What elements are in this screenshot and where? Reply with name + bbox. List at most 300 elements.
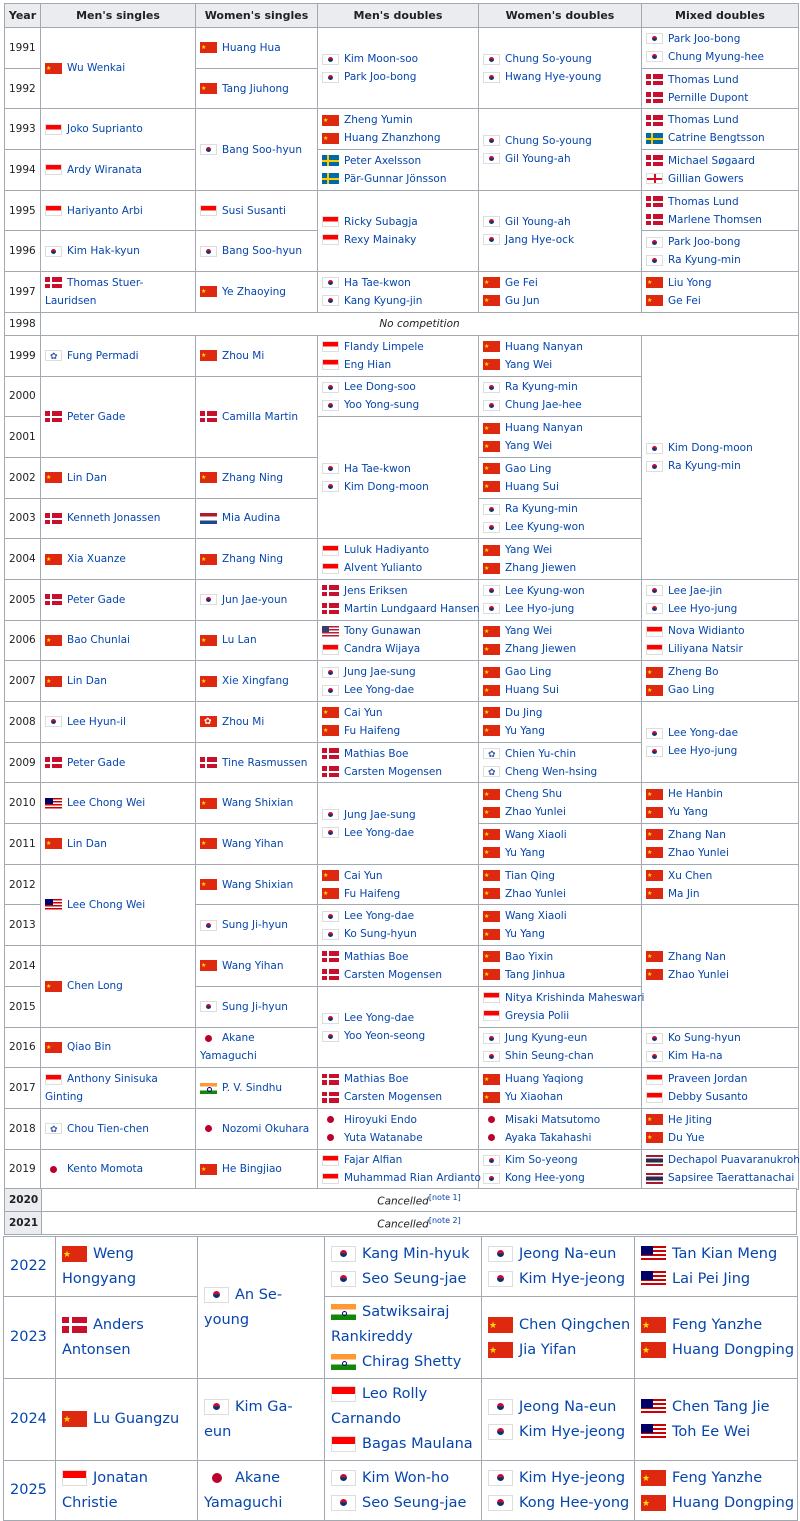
- player-link[interactable]: Ra Kyung-min: [505, 381, 578, 394]
- player-link[interactable]: Fung Permadi: [67, 349, 139, 362]
- player-link[interactable]: Bang Soo-hyun: [222, 143, 302, 156]
- player-link[interactable]: Hiroyuki Endo: [344, 1113, 417, 1126]
- player-link[interactable]: Yoo Yeon-seong: [344, 1030, 426, 1042]
- player-link[interactable]: Fu Haifeng: [344, 887, 401, 900]
- womens-singles-cell: [196, 864, 318, 905]
- player-link[interactable]: Zheng Yumin: [344, 114, 413, 127]
- player-link[interactable]: Zhao Yunlei: [668, 846, 729, 859]
- player-link[interactable]: Yu Yang: [505, 724, 545, 737]
- player-link[interactable]: Zhang Nan: [668, 828, 726, 841]
- player-link[interactable]: Praveen Jordan: [668, 1073, 748, 1086]
- mixed-doubles-cell: [642, 1108, 799, 1149]
- player-link[interactable]: Park Joo-bong: [344, 71, 417, 84]
- player-link[interactable]: Peter Gade: [67, 756, 126, 769]
- player-link[interactable]: Chung Jae-hee: [505, 399, 582, 412]
- player-link[interactable]: Lin Dan: [67, 675, 107, 688]
- mens-singles-cell: [41, 498, 196, 539]
- womens-doubles-cell: [479, 539, 642, 580]
- player-link[interactable]: Lin Dan: [67, 837, 107, 850]
- player-link[interactable]: Gao Ling: [505, 666, 552, 679]
- player-link[interactable]: Jeong Na-eun: [519, 1398, 617, 1415]
- flag-denmark-icon: [45, 411, 62, 422]
- mens-singles-cell: [41, 946, 196, 1027]
- player-link[interactable]: Yu Yang: [505, 928, 545, 941]
- player-link[interactable]: Kim So-yeong: [505, 1154, 578, 1167]
- player-link[interactable]: Lee Kyung-won: [505, 521, 585, 534]
- player-link[interactable]: Debby Susanto: [668, 1091, 748, 1104]
- flag-chinese-taipei-icon: [45, 350, 62, 361]
- player-link[interactable]: Yu Yang: [668, 806, 708, 819]
- year-cell: 1999: [5, 335, 41, 376]
- player-link[interactable]: Liu Yong: [668, 276, 712, 289]
- player-link[interactable]: Cai Yun: [344, 706, 383, 719]
- player-link[interactable]: Greysia Polii: [505, 1009, 570, 1022]
- player-link[interactable]: Jung Kyung-eun: [505, 1032, 588, 1045]
- flag-malaysia-icon: [45, 899, 62, 910]
- player-link[interactable]: Ha Tae-kwon: [344, 462, 411, 475]
- mens-doubles-cell: [318, 702, 479, 743]
- flag-china-icon: [483, 295, 500, 306]
- player-link[interactable]: Nova Widianto: [668, 625, 745, 638]
- player-link[interactable]: Cheng Wen-hsing: [505, 765, 598, 778]
- player-link[interactable]: Anthony Sinisuka Ginting: [45, 1073, 158, 1104]
- player-link[interactable]: Martin Lundgaard Hansen: [344, 602, 480, 615]
- player-link[interactable]: Tine Rasmussen: [222, 756, 308, 769]
- flag-indonesia-icon: [322, 234, 339, 245]
- flag-korea-icon: [646, 585, 663, 596]
- player-link[interactable]: Chien Yu-chin: [505, 747, 577, 760]
- player-link[interactable]: Lee Hyo-jung: [505, 602, 575, 615]
- player-link[interactable]: He Jiting: [668, 1113, 713, 1126]
- flag-indonesia-icon: [646, 1092, 663, 1103]
- player-link[interactable]: Misaki Matsutomo: [505, 1113, 601, 1126]
- player-link[interactable]: Yang Wei: [505, 544, 553, 557]
- player-link[interactable]: Pernille Dupont: [668, 91, 749, 104]
- player-link[interactable]: Ricky Subagja: [344, 215, 418, 228]
- player-link[interactable]: Bagas Maulana: [362, 1436, 473, 1452]
- player-link[interactable]: Lee Yong-dae: [344, 826, 415, 839]
- player-link[interactable]: Lee Yong-dae: [344, 910, 415, 923]
- player-link[interactable]: Wang Yihan: [222, 959, 284, 972]
- player-link[interactable]: Ra Kyung-min: [668, 460, 741, 473]
- player-link[interactable]: Zhang Jiewen: [505, 562, 577, 575]
- mens-singles-cell: [41, 190, 196, 231]
- player-link[interactable]: Tang Jiuhong: [222, 82, 289, 95]
- flag-indonesia-icon: [322, 563, 339, 574]
- player-link[interactable]: Weng Hongyang: [62, 1245, 137, 1287]
- player-link[interactable]: Yu Xiaohan: [505, 1091, 563, 1104]
- player-link[interactable]: Joko Suprianto: [67, 123, 143, 136]
- player-link[interactable]: Wu Wenkai: [67, 62, 126, 75]
- player-link[interactable]: Seo Seung-jae: [362, 1494, 467, 1511]
- flag-korea-icon: [322, 809, 339, 820]
- player-link[interactable]: Ko Sung-hyun: [668, 1032, 741, 1045]
- player-link[interactable]: Lu Lan: [222, 634, 257, 647]
- flag-indonesia-icon: [331, 1436, 356, 1452]
- player-link[interactable]: Jun Jae-youn: [222, 593, 288, 606]
- player-link[interactable]: Carsten Mogensen: [344, 968, 442, 981]
- player-link[interactable]: Zhang Ning: [222, 471, 284, 484]
- flag-korea-icon: [483, 72, 500, 83]
- player-link[interactable]: Rexy Mainaky: [344, 233, 417, 246]
- player-link[interactable]: Chou Tien-chen: [67, 1122, 149, 1135]
- player-link[interactable]: Leo Rolly Carnando: [331, 1386, 428, 1427]
- player-link[interactable]: Nozomi Okuhara: [222, 1122, 310, 1135]
- womens-doubles-cell: [479, 905, 642, 946]
- player-link[interactable]: Xia Xuanze: [67, 553, 126, 566]
- player-link[interactable]: Lee Kyung-won: [505, 584, 585, 597]
- player-link[interactable]: Yuta Watanabe: [344, 1131, 423, 1144]
- player-link[interactable]: Kim Hye-jeong: [519, 1469, 626, 1486]
- player-link[interactable]: Wang Xiaoli: [505, 910, 567, 923]
- flag-korea-icon: [322, 1013, 339, 1024]
- flag-denmark-icon: [322, 1074, 339, 1085]
- player-link[interactable]: Feng Yanzhe: [672, 1469, 763, 1486]
- player-link[interactable]: Wang Yihan: [222, 837, 284, 850]
- player-link[interactable]: Lee Jae-jin: [668, 584, 723, 597]
- player-link[interactable]: Gil Young-ah: [505, 152, 571, 165]
- player-link[interactable]: Qiao Bin: [67, 1041, 112, 1054]
- flag-korea-icon: [200, 594, 217, 605]
- mens-singles-cell: [41, 231, 196, 272]
- player-link[interactable]: Pär-Gunnar Jönsson: [344, 172, 447, 185]
- player-link[interactable]: Lee Yong-dae: [344, 1012, 415, 1024]
- player-link[interactable]: Alvent Yulianto: [344, 562, 423, 575]
- flag-korea-icon: [483, 54, 500, 65]
- player-link[interactable]: Shin Seung-chan: [505, 1050, 594, 1063]
- player-link[interactable]: Toh Ee Wei: [672, 1423, 751, 1440]
- flag-indonesia-icon: [646, 626, 663, 637]
- player-link[interactable]: Ha Tae-kwon: [344, 276, 411, 289]
- mixed-doubles-cell: [635, 1297, 798, 1379]
- flag-korea-icon: [646, 603, 663, 614]
- player-link[interactable]: Huang Sui: [505, 480, 559, 493]
- flag-china-icon: [646, 807, 663, 818]
- player-link[interactable]: Lee Yong-dae: [344, 684, 415, 697]
- flag-china-icon: [646, 295, 663, 306]
- player-link[interactable]: Yoo Yong-sung: [344, 399, 420, 412]
- player-link[interactable]: Feng Yanzhe: [672, 1316, 763, 1333]
- player-link[interactable]: Chen Long: [67, 980, 123, 993]
- flag-thailand-icon: [646, 1155, 663, 1166]
- flag-korea-icon: [483, 400, 500, 411]
- player-link[interactable]: Lee Hyun-il: [67, 715, 126, 728]
- mens-singles-cell: [41, 272, 196, 313]
- player-link[interactable]: Akane Yamaguchi: [200, 1032, 257, 1063]
- player-link[interactable]: Huang Yaqiong: [505, 1073, 584, 1086]
- player-link[interactable]: Ge Fei: [668, 294, 701, 307]
- player-link[interactable]: Lai Pei Jing: [672, 1270, 751, 1287]
- mixed-doubles-cell: [642, 190, 799, 231]
- player-link[interactable]: Kang Kyung-jin: [344, 294, 423, 307]
- player-link[interactable]: Huang Nanyan: [505, 340, 583, 353]
- player-link[interactable]: Gao Ling: [505, 462, 552, 475]
- player-link[interactable]: Marlene Thomsen: [668, 213, 762, 226]
- player-link[interactable]: Cai Yun: [344, 869, 383, 882]
- player-link[interactable]: Ge Fei: [505, 276, 538, 289]
- flag-china-icon: [483, 359, 500, 370]
- note-link[interactable]: [note 1]: [428, 1192, 461, 1202]
- womens-singles-cell: [196, 783, 318, 824]
- player-link[interactable]: Thomas Lund: [668, 114, 739, 127]
- player-link[interactable]: Muhammad Rian Ardianto: [344, 1172, 481, 1185]
- flag-hong-kong-icon: [200, 716, 217, 727]
- player-link[interactable]: Zhang Nan: [668, 950, 726, 963]
- flag-china-icon: [483, 911, 500, 922]
- player-link[interactable]: Akane Yamaguchi: [204, 1469, 283, 1511]
- player-link[interactable]: Mia Audina: [222, 512, 281, 525]
- player-link[interactable]: Kim Dong-moon: [668, 442, 753, 455]
- player-link[interactable]: Chung So-young: [505, 134, 592, 147]
- player-link[interactable]: Tang Jinhua: [505, 968, 566, 981]
- year-cell: 2021: [5, 1212, 42, 1235]
- player-link[interactable]: Gil Young-ah: [505, 215, 571, 228]
- player-link[interactable]: Yang Wei: [505, 358, 553, 371]
- player-link[interactable]: Gao Ling: [668, 684, 715, 697]
- flag-indonesia-icon: [483, 992, 500, 1003]
- flag-usa-icon: [322, 626, 339, 637]
- player-link[interactable]: Jang Hye-ock: [505, 233, 575, 246]
- player-link[interactable]: Chung So-young: [505, 53, 592, 66]
- player-link[interactable]: Hariyanto Arbi: [67, 204, 143, 217]
- womens-singles-cell: [196, 1027, 318, 1068]
- player-link[interactable]: Chen Qingchen: [519, 1316, 631, 1333]
- player-link[interactable]: Ardy Wiranata: [67, 163, 142, 176]
- mens-singles-cell: [41, 702, 196, 743]
- player-link[interactable]: He Bingjiao: [222, 1163, 282, 1176]
- player-link[interactable]: Bao Chunlai: [67, 634, 130, 647]
- player-link[interactable]: Zhang Ning: [222, 553, 284, 566]
- player-link[interactable]: Kang Min-hyuk: [362, 1245, 470, 1262]
- player-link[interactable]: Kim Ha-na: [668, 1050, 723, 1063]
- player-link[interactable]: Zhou Mi: [222, 715, 265, 728]
- player-link[interactable]: Yang Wei: [505, 440, 553, 453]
- player-link[interactable]: Chirag Shetty: [362, 1354, 462, 1370]
- player-link[interactable]: Liliyana Natsir: [668, 643, 743, 656]
- flag-korea-icon: [483, 522, 500, 533]
- player-link[interactable]: Huang Zhanzhong: [344, 132, 441, 145]
- player-link[interactable]: Lee Chong Wei: [67, 898, 146, 911]
- player-link[interactable]: Flandy Limpele: [344, 340, 424, 353]
- player-link[interactable]: Carsten Mogensen: [344, 1091, 442, 1104]
- recent-champions-table: [3, 1236, 798, 1521]
- player-link[interactable]: P. V. Sindhu: [222, 1082, 283, 1095]
- player-link[interactable]: Gillian Gowers: [668, 172, 744, 185]
- player-link[interactable]: Xu Chen: [668, 869, 713, 882]
- womens-singles-cell: [196, 376, 318, 457]
- player-link[interactable]: Kim Hye-jeong: [519, 1270, 626, 1287]
- player-link[interactable]: Yang Wei: [505, 625, 553, 638]
- player-link[interactable]: Chen Tang Jie: [672, 1398, 770, 1415]
- note-link[interactable]: [note 2]: [428, 1215, 461, 1225]
- player-link[interactable]: Mathias Boe: [344, 950, 409, 963]
- player-link[interactable]: Kim Hak-kyun: [67, 245, 140, 258]
- player-link[interactable]: Michael Søgaard: [668, 154, 755, 167]
- player-link[interactable]: Anders Antonsen: [62, 1316, 144, 1358]
- flag-china-icon: [646, 277, 663, 288]
- player-link[interactable]: Peter Gade: [67, 593, 126, 606]
- flag-korea-icon: [483, 1051, 500, 1062]
- player-link[interactable]: An Se-young: [204, 1286, 283, 1328]
- flag-korea-icon: [322, 400, 339, 411]
- player-link[interactable]: Bao Yixin: [505, 950, 554, 963]
- year-cell: 2008: [5, 702, 41, 743]
- player-link[interactable]: Jung Jae-sung: [344, 808, 416, 821]
- flag-china-icon: [483, 626, 500, 637]
- player-link[interactable]: Park Joo-bong: [668, 32, 741, 45]
- player-link[interactable]: Satwiksairaj Rankireddy: [331, 1304, 450, 1345]
- player-link[interactable]: Huang Dongping: [672, 1494, 795, 1511]
- player-link[interactable]: Wang Shixian: [222, 797, 294, 810]
- flag-china-icon: [646, 829, 663, 840]
- player-link[interactable]: Du Yue: [668, 1131, 705, 1144]
- womens-doubles-cell: [479, 864, 642, 905]
- player-link[interactable]: Ra Kyung-min: [505, 503, 578, 516]
- player-link[interactable]: Wang Shixian: [222, 878, 294, 891]
- player-link[interactable]: Camilla Martin: [222, 410, 299, 423]
- player-link[interactable]: Park Joo-bong: [668, 236, 741, 249]
- player-link[interactable]: Jonatan Christie: [62, 1469, 148, 1511]
- player-link[interactable]: Eng Hian: [344, 358, 392, 371]
- player-link[interactable]: Huang Dongping: [672, 1341, 795, 1358]
- player-link[interactable]: Kong Hee-yong: [519, 1494, 630, 1511]
- player-link[interactable]: Gu Jun: [505, 294, 540, 307]
- player-link[interactable]: Kim Moon-soo: [344, 53, 419, 66]
- player-link[interactable]: Cheng Shu: [505, 788, 563, 801]
- womens-singles-cell: [196, 905, 318, 946]
- player-link[interactable]: Nitya Krishinda Maheswari: [505, 991, 645, 1004]
- player-link[interactable]: Chung Myung-hee: [668, 50, 764, 63]
- flag-china-icon: [646, 870, 663, 881]
- player-link[interactable]: Ra Kyung-min: [668, 254, 741, 267]
- player-link[interactable]: Ye Zhaoying: [222, 285, 286, 298]
- player-link[interactable]: Kim Hye-jeong: [519, 1423, 626, 1440]
- player-link[interactable]: Xie Xingfang: [222, 675, 289, 688]
- player-link[interactable]: Lu Guangzu: [93, 1411, 180, 1427]
- player-link[interactable]: Kento Momota: [67, 1163, 144, 1176]
- player-link[interactable]: Huang Hua: [222, 41, 281, 54]
- year-cell: 2020: [5, 1189, 42, 1212]
- player-link[interactable]: Kim Won-ho: [362, 1469, 450, 1486]
- flag-malaysia-icon: [641, 1271, 666, 1287]
- player-link[interactable]: Sung Ji-hyun: [222, 919, 288, 932]
- year-cell: 2022: [4, 1237, 56, 1297]
- player-link[interactable]: Zhao Yunlei: [668, 968, 729, 981]
- player-link[interactable]: He Hanbin: [668, 788, 723, 801]
- player-link[interactable]: Peter Axelsson: [344, 154, 422, 167]
- player-link[interactable]: Thomas Lund: [668, 73, 739, 86]
- player-link[interactable]: Zhou Mi: [222, 349, 265, 362]
- womens-singles-cell: [196, 742, 318, 783]
- player-link[interactable]: Kim Dong-moon: [344, 480, 429, 493]
- flag-china-icon: [483, 725, 500, 736]
- flag-korea-icon: [488, 1424, 513, 1440]
- player-link[interactable]: Sung Ji-hyun: [222, 1000, 288, 1013]
- flag-korea-icon: [331, 1246, 356, 1262]
- player-link[interactable]: Kenneth Jonassen: [67, 512, 161, 525]
- player-link[interactable]: Huang Nanyan: [505, 422, 583, 435]
- player-link[interactable]: Lee Yong-dae: [668, 727, 739, 740]
- flag-korea-icon: [322, 72, 339, 83]
- player-link[interactable]: Ko Sung-hyun: [344, 928, 417, 941]
- player-link[interactable]: Wang Xiaoli: [505, 828, 567, 841]
- flag-japan-icon: [200, 1033, 217, 1044]
- mens-doubles-cell: [325, 1461, 482, 1521]
- player-link[interactable]: Jung Jae-sung: [344, 666, 416, 679]
- year-cell: 2009: [5, 742, 41, 783]
- player-link[interactable]: Fu Haifeng: [344, 724, 401, 737]
- player-link[interactable]: Zhao Yunlei: [505, 806, 566, 819]
- flag-china-icon: [45, 63, 62, 74]
- player-link[interactable]: Huang Sui: [505, 684, 559, 697]
- player-link[interactable]: Kong Hee-yong: [505, 1172, 585, 1185]
- player-link[interactable]: Yu Yang: [505, 846, 545, 859]
- player-link[interactable]: Thomas Stuer-Lauridsen: [45, 276, 144, 307]
- mixed-doubles-cell: [642, 783, 799, 824]
- player-link[interactable]: Mathias Boe: [344, 1073, 409, 1086]
- player-link[interactable]: Ma Jin: [668, 887, 700, 900]
- player-link[interactable]: Lee Hyo-jung: [668, 745, 738, 758]
- flag-china-icon: [200, 42, 217, 53]
- flag-korea-icon: [483, 1155, 500, 1166]
- mens-doubles-cell: [318, 864, 479, 905]
- player-link[interactable]: Luluk Hadiyanto: [344, 544, 430, 557]
- player-link[interactable]: Tian Qing: [505, 869, 555, 882]
- player-link[interactable]: Catrine Bengtsson: [668, 132, 765, 145]
- player-link[interactable]: Dechapol Puavaranukroh: [668, 1154, 800, 1167]
- flag-korea-icon: [322, 929, 339, 940]
- player-link[interactable]: Ayaka Takahashi: [505, 1131, 592, 1144]
- player-link[interactable]: Lee Hyo-jung: [668, 602, 738, 615]
- flag-china-icon: [200, 960, 217, 971]
- flag-china-icon: [200, 1164, 217, 1175]
- player-link[interactable]: Carsten Mogensen: [344, 765, 442, 778]
- player-link[interactable]: Zhao Yunlei: [505, 887, 566, 900]
- player-link[interactable]: Tony Gunawan: [344, 625, 421, 638]
- player-link[interactable]: Candra Wijaya: [344, 643, 421, 656]
- player-link[interactable]: Thomas Lund: [668, 195, 739, 208]
- year-cell: 2015: [5, 986, 41, 1027]
- flag-sweden-icon: [322, 155, 339, 166]
- player-link[interactable]: Jeong Na-eun: [519, 1245, 617, 1262]
- player-link[interactable]: Seo Seung-jae: [362, 1270, 467, 1287]
- mens-doubles-cell: [318, 620, 479, 661]
- flag-china-icon: [483, 667, 500, 678]
- mixed-doubles-cell: [642, 1149, 799, 1190]
- player-link[interactable]: Kim Ga-eun: [204, 1398, 293, 1440]
- player-link[interactable]: Zhang Jiewen: [505, 643, 577, 656]
- player-link[interactable]: Bang Soo-hyun: [222, 245, 302, 258]
- player-link[interactable]: Hwang Hye-young: [505, 71, 602, 84]
- player-link[interactable]: Fajar Alfian: [344, 1154, 403, 1167]
- player-link[interactable]: Peter Gade: [67, 410, 126, 423]
- flag-china-icon: [483, 423, 500, 434]
- player-link[interactable]: Zheng Bo: [668, 666, 719, 679]
- flag-denmark-icon: [322, 969, 339, 980]
- flag-korea-icon: [483, 234, 500, 245]
- player-link[interactable]: Jens Eriksen: [344, 584, 408, 597]
- player-link[interactable]: Du Jing: [505, 706, 543, 719]
- player-link[interactable]: Susi Susanti: [222, 204, 286, 217]
- player-link[interactable]: Tan Kian Meng: [672, 1245, 778, 1262]
- player-link[interactable]: Lee Chong Wei: [67, 797, 146, 810]
- player-link[interactable]: Lee Dong-soo: [344, 381, 416, 394]
- player-link[interactable]: Jia Yifan: [519, 1341, 577, 1358]
- year-cell: 2023: [4, 1297, 56, 1379]
- player-link[interactable]: Lin Dan: [67, 471, 107, 484]
- player-link[interactable]: Mathias Boe: [344, 747, 409, 760]
- player-link[interactable]: Sapsiree Taerattanachai: [668, 1172, 795, 1185]
